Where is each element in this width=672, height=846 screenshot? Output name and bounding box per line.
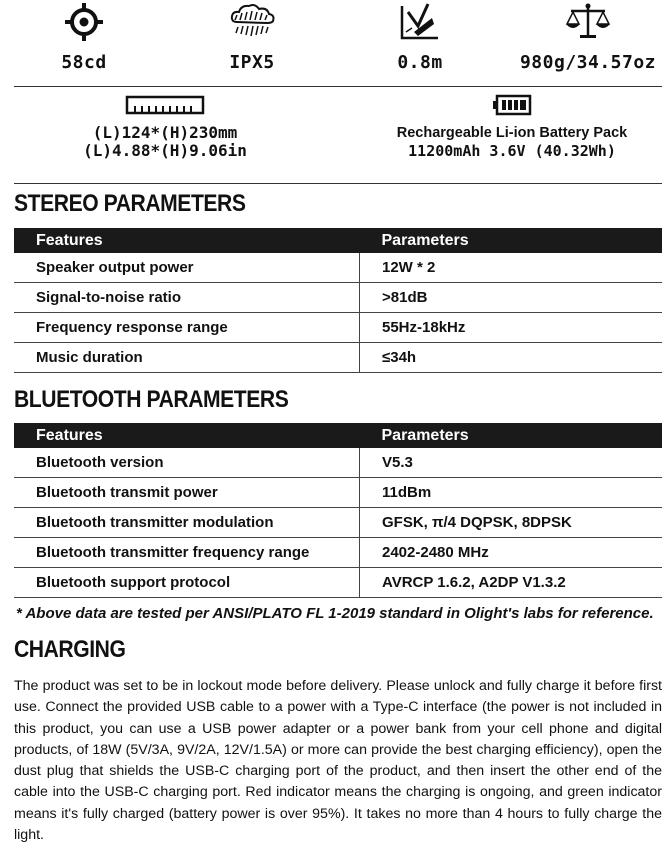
charging-instructions: The product was set to be in lockout mode before delivery. Please unlock and fully charge it before first use. Connect the provided USB cable to a power with a Type-C interface (the power is not included in this product, you can use a USB power adapter or a power bank from your cell phone and digital products, of 18W (5V/3A, 9V/2A, 12V/1.5A) or more can provide the best charging efficiency), open the dust plug that shields the USB-C charging port of the product, and then insert the other end of the cable into the USB-C charging port. Red indicator means the charging is ongoing, and green indicator means it's fully charged (battery power is over 95%). It takes no more than 4 hours to fully charge the light. — [14, 678, 662, 844]
battery-capacity: 11200mAh 3.6V (40.32Wh) — [408, 142, 616, 160]
charging-section-title: CHARGING — [14, 636, 126, 663]
stereo-section-title: STEREO PARAMETERS — [14, 190, 246, 217]
waterproof-value: IPX5 — [229, 52, 275, 73]
parameter-cell: 11dBm — [360, 478, 663, 508]
table-row — [14, 253, 662, 283]
column-header-parameters: Parameters — [360, 228, 663, 253]
parameter-cell: V5.3 — [360, 448, 663, 478]
spec-impact — [336, 0, 504, 80]
parameter-cell: AVRCP 1.6.2, A2DP V1.3.2 — [360, 568, 663, 598]
table-row — [14, 448, 662, 478]
bluetooth-table — [14, 423, 662, 598]
table-header-row — [14, 228, 662, 253]
table-row — [14, 343, 662, 373]
spec-intensity — [0, 0, 168, 80]
feature-cell: Bluetooth version — [14, 448, 360, 478]
dimensions-metric: (L)124*(H)230mm — [92, 123, 238, 142]
parameter-cell: >81dB — [360, 283, 663, 313]
table-row — [14, 478, 662, 508]
parameter-cell: ≤34h — [360, 343, 663, 373]
table-row — [14, 313, 662, 343]
spec-weight — [504, 0, 672, 80]
ruler-icon — [125, 94, 205, 116]
table-row — [14, 538, 662, 568]
feature-cell: Bluetooth transmitter modulation — [14, 508, 360, 538]
column-header-features: Features — [14, 423, 360, 448]
battery-type: Rechargeable Li-ion Battery Pack — [396, 125, 628, 141]
feature-cell: Bluetooth support protocol — [14, 568, 360, 598]
spec-battery — [362, 90, 662, 160]
table-row — [14, 568, 662, 598]
feature-cell: Bluetooth transmitter frequency range — [14, 538, 360, 568]
parameter-cell: 12W * 2 — [360, 253, 663, 283]
feature-cell: Speaker output power — [14, 253, 360, 283]
spec-detail-row — [0, 90, 672, 178]
table-header-row — [14, 423, 662, 448]
intensity-value: 58cd — [61, 52, 107, 73]
table-row — [14, 283, 662, 313]
feature-cell: Bluetooth transmit power — [14, 478, 360, 508]
feature-cell: Signal-to-noise ratio — [14, 283, 360, 313]
bluetooth-section-title: BLUETOOTH PARAMETERS — [14, 386, 289, 413]
drop-test-icon — [398, 2, 442, 42]
feature-cell: Frequency response range — [14, 313, 360, 343]
rain-cloud-icon — [227, 2, 277, 42]
parameter-cell: GFSK, π/4 DQPSK, 8DPSK — [360, 508, 663, 538]
column-header-parameters: Parameters — [360, 423, 663, 448]
weight-value: 980g/34.57oz — [519, 52, 657, 73]
spec-dimensions — [24, 90, 306, 160]
spec-icon-row — [0, 0, 672, 80]
scale-icon — [565, 2, 611, 42]
battery-icon — [492, 94, 532, 116]
parameter-cell: 2402-2480 MHz — [360, 538, 663, 568]
feature-cell: Music duration — [14, 343, 360, 373]
parameter-cell: 55Hz-18kHz — [360, 313, 663, 343]
column-header-features: Features — [14, 228, 360, 253]
table-row — [14, 508, 662, 538]
dimensions-imperial: (L)4.88*(H)9.06in — [83, 141, 247, 160]
impact-value: 0.8m — [397, 52, 443, 73]
stereo-table — [14, 228, 662, 373]
test-standard-note: * Above data are tested per ANSI/PLATO FL 1-2019 standard in Olight's labs for reference. — [16, 605, 654, 622]
divider — [14, 183, 662, 184]
target-icon — [64, 2, 104, 42]
spec-waterproof — [168, 0, 336, 80]
divider — [14, 86, 662, 87]
